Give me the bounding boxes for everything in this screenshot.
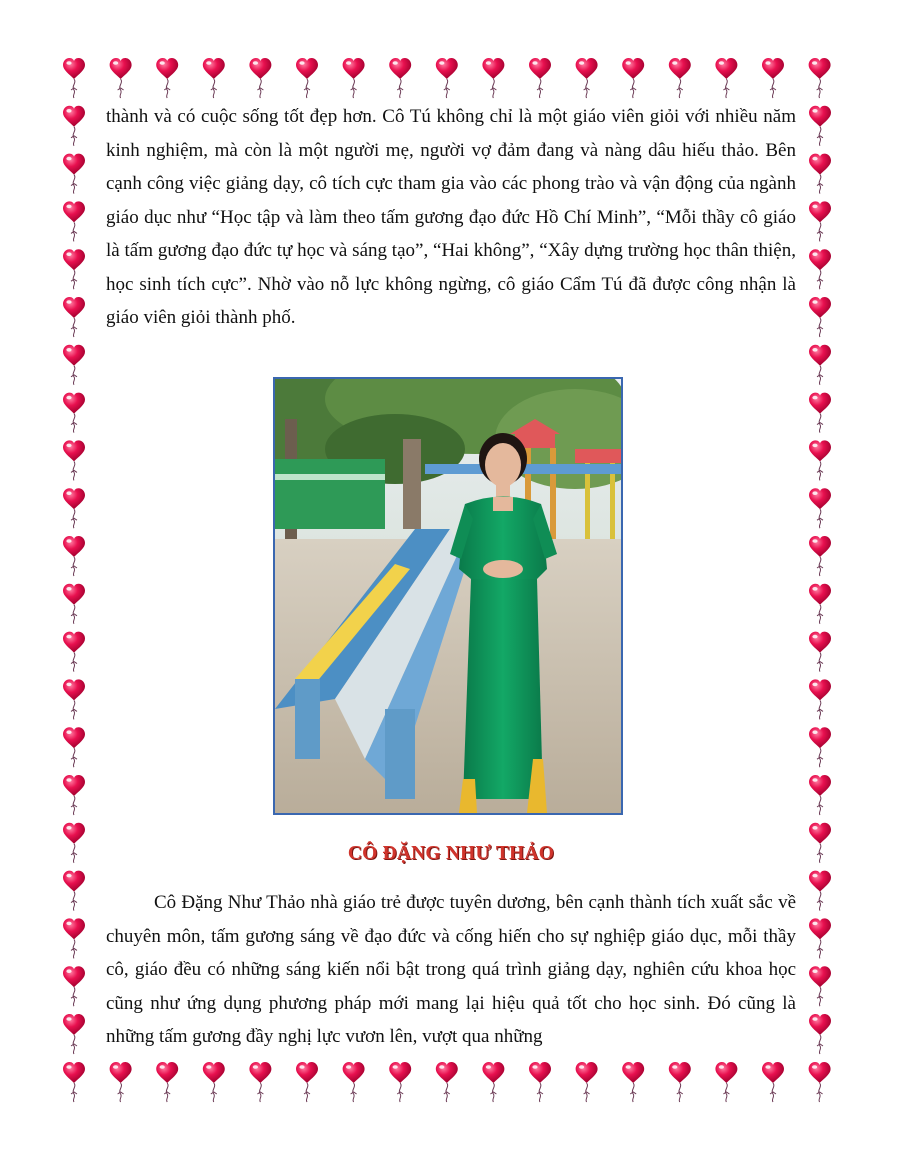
heart-icon xyxy=(809,918,831,958)
heart-icon xyxy=(63,393,85,433)
heart-icon xyxy=(715,1062,737,1102)
teacher-photo-icon xyxy=(275,379,621,813)
heart-icon xyxy=(576,58,598,98)
heart-icon xyxy=(63,632,85,672)
heart-icon xyxy=(203,58,225,98)
heart-icon xyxy=(63,584,85,624)
heart-icon xyxy=(715,58,737,98)
heart-icon xyxy=(63,679,85,719)
heart-icon xyxy=(156,58,178,98)
heart-icon xyxy=(63,1062,85,1102)
heart-icon xyxy=(669,58,691,98)
heart-icon xyxy=(482,1062,504,1102)
heart-icon xyxy=(343,58,365,98)
body-paragraph-2 xyxy=(106,886,796,1054)
heart-icon xyxy=(63,345,85,385)
heart-icon xyxy=(809,106,831,146)
teacher-photo xyxy=(273,377,623,815)
heart-icon xyxy=(63,297,85,337)
heart-icon xyxy=(249,58,271,98)
heart-icon xyxy=(529,1062,551,1102)
heart-icon xyxy=(809,488,831,528)
heart-icon xyxy=(809,1014,831,1054)
heart-icon xyxy=(622,1062,644,1102)
heart-icon xyxy=(63,823,85,863)
heart-icon xyxy=(809,345,831,385)
heart-icon xyxy=(63,727,85,767)
heart-icon xyxy=(809,249,831,289)
heart-icon xyxy=(809,201,831,241)
heart-icon xyxy=(63,918,85,958)
heart-icon xyxy=(63,440,85,480)
heart-icon xyxy=(809,632,831,672)
heart-icon xyxy=(389,58,411,98)
heart-icon xyxy=(436,1062,458,1102)
heart-icon xyxy=(63,966,85,1006)
section-heading: CÔ ĐẶNG NHƯ THẢO xyxy=(347,843,555,864)
heart-icon xyxy=(482,58,504,98)
heart-icon xyxy=(809,584,831,624)
heart-icon xyxy=(576,1062,598,1102)
heart-icon xyxy=(63,536,85,576)
body-paragraph-1 xyxy=(106,100,796,335)
heart-icon xyxy=(809,966,831,1006)
heart-icon xyxy=(63,58,85,98)
heart-icon xyxy=(762,1062,784,1102)
heart-icon xyxy=(809,679,831,719)
heart-icon xyxy=(63,871,85,911)
heart-icon xyxy=(809,58,831,98)
heart-icon xyxy=(809,727,831,767)
heart-icon xyxy=(63,775,85,815)
heart-icon xyxy=(529,58,551,98)
heart-icon xyxy=(809,297,831,337)
heart-icon xyxy=(296,58,318,98)
heart-icon xyxy=(110,1062,132,1102)
heart-icon xyxy=(63,1014,85,1054)
heart-icon xyxy=(622,58,644,98)
heart-icon xyxy=(436,58,458,98)
heart-icon xyxy=(809,823,831,863)
heart-icon xyxy=(809,154,831,194)
heart-icon xyxy=(809,440,831,480)
heart-icon xyxy=(809,1062,831,1102)
heart-icon xyxy=(669,1062,691,1102)
heart-icon xyxy=(156,1062,178,1102)
paragraph-text: thành và có cuộc sống tốt đẹp hơn. Cô Tú không chỉ là một giáo viên giỏi với nhiều năm kinh nghiệm, mà còn là một người mẹ, người vợ đảm đang và nàng dâu hiếu thảo. Bên cạnh công việc giảng dạy, cô tích cực tham gia vào các phong trào và vận động của ngành giáo dục như “Học tập và làm theo tấm gương đạo đức Hồ Chí Minh”, “Mỗi thầy cô giáo là tấm gương đạo đức tự học và sáng tạo”, “Hai không”, “Xây dựng trường học thân thiện, học sinh tích cực”. Nhờ vào nỗ lực không ngừng, cô giáo Cẩm Tú đã được công nhận là giáo viên giỏi thành phố. xyxy=(106,106,796,328)
heart-icon xyxy=(249,1062,271,1102)
heart-icon xyxy=(343,1062,365,1102)
paragraph-text: Cô Đặng Như Thảo nhà giáo trẻ được tuyên dương, bên cạnh thành tích xuất sắc về chuyên môn, tấm gương sáng về đạo đức và cống hiến cho sự nghiệp giáo dục, mỗi thầy cô, giáo đều có những sáng kiến nổi bật trong quá trình giảng dạy, nghiên cứu khoa học cũng như ứng dụng phương pháp mới mang lại hiệu quả tốt cho học sinh. Đó cũng là những tấm gương đầy nghị lực vươn lên, vượt qua những xyxy=(106,892,796,1047)
heart-icon xyxy=(809,775,831,815)
heart-icon xyxy=(63,249,85,289)
heart-icon xyxy=(296,1062,318,1102)
heart-icon xyxy=(809,871,831,911)
heart-icon xyxy=(762,58,784,98)
heart-icon xyxy=(203,1062,225,1102)
heart-icon xyxy=(809,393,831,433)
heart-icon xyxy=(63,154,85,194)
heart-icon xyxy=(63,488,85,528)
heart-icon xyxy=(63,106,85,146)
heart-icon xyxy=(110,58,132,98)
heart-icon xyxy=(389,1062,411,1102)
heart-icon xyxy=(809,536,831,576)
heart-icon xyxy=(63,201,85,241)
